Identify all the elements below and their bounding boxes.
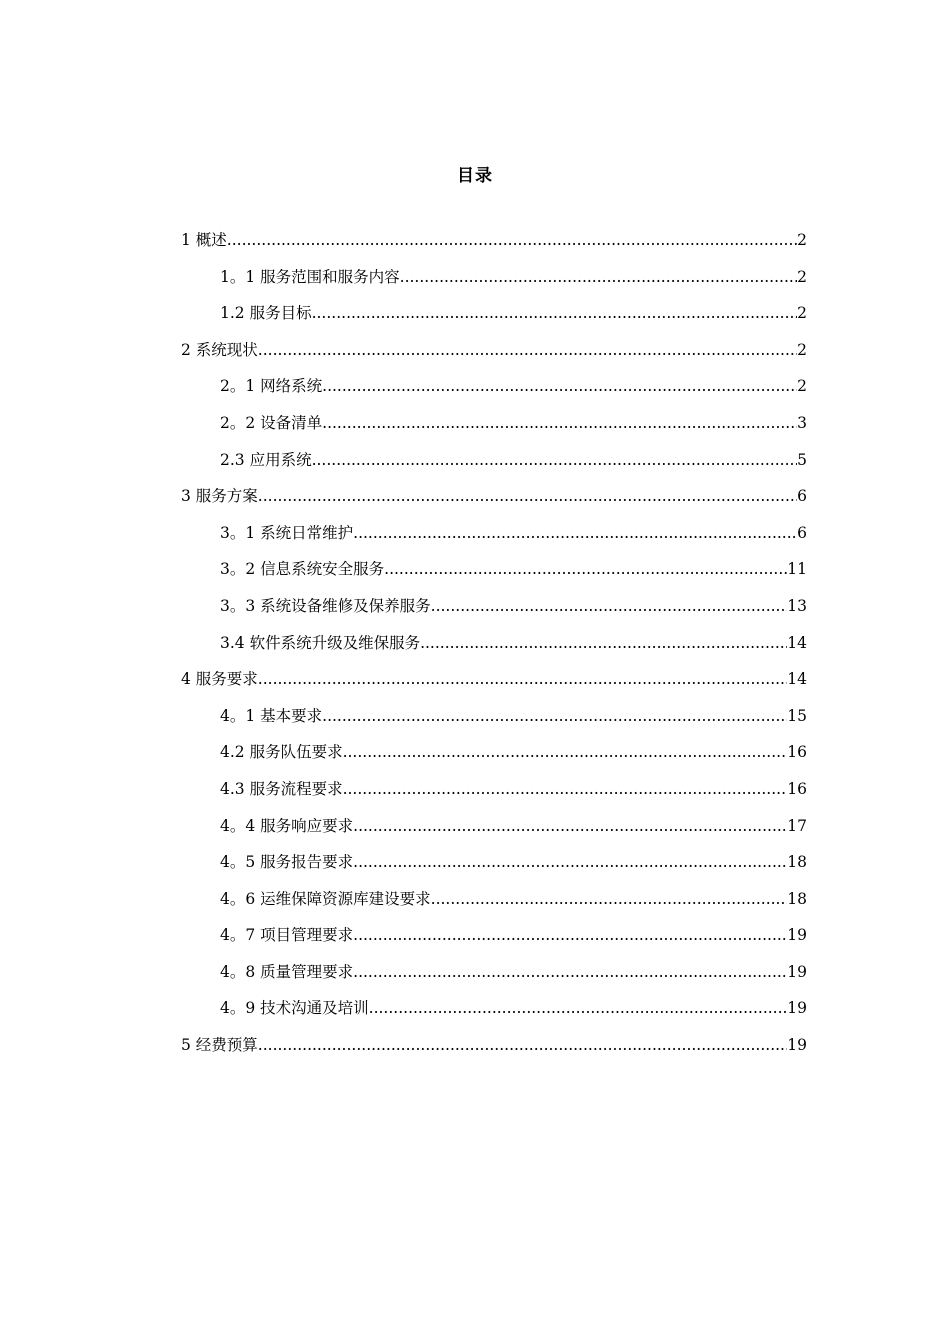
toc-entry[interactable]	[181, 1031, 807, 1068]
dot-leader	[431, 592, 788, 620]
toc-entry-title: 4.2 服务队伍要求	[220, 743, 343, 762]
toc-entry-title: 3。1 系统日常维护	[220, 523, 354, 542]
toc-entry-title: 2。2 设备清单	[220, 413, 323, 432]
toc-entry[interactable]	[181, 336, 807, 373]
toc-entry-title: 3.4 软件系统升级及维保服务	[220, 633, 421, 652]
toc-page-number: 19	[787, 999, 807, 1018]
toc-page-number: 19	[787, 926, 807, 945]
toc-page-number: 19	[787, 962, 807, 981]
toc-entry-title: 4。8 质量管理要求	[220, 962, 354, 981]
toc-page-number: 2	[797, 304, 807, 323]
toc-entry-title: 5 经费预算	[181, 1036, 258, 1055]
toc-entry[interactable]	[181, 848, 807, 885]
dot-leader	[258, 482, 797, 510]
dot-leader	[431, 885, 788, 913]
toc-entry-title: 4。1 基本要求	[220, 706, 323, 725]
toc-page-number: 15	[787, 706, 807, 725]
toc-entry[interactable]	[181, 519, 807, 556]
dot-leader	[369, 994, 788, 1022]
toc-entry[interactable]	[181, 702, 807, 739]
dot-leader	[227, 226, 797, 254]
dot-leader	[322, 702, 787, 730]
toc-page-number: 18	[787, 889, 807, 908]
dot-leader	[343, 738, 788, 766]
toc-entry-title: 4。6 运维保障资源库建设要求	[220, 889, 431, 908]
dot-leader	[258, 665, 787, 693]
dot-leader	[353, 812, 787, 840]
toc-page-number: 16	[787, 779, 807, 798]
dot-leader	[384, 555, 787, 583]
toc-page-number: 2	[797, 267, 807, 286]
toc-page-number: 6	[797, 487, 807, 506]
toc-entry-title: 3。2 信息系统安全服务	[220, 560, 385, 579]
dot-leader	[343, 775, 788, 803]
toc-page-number: 18	[787, 853, 807, 872]
toc-entry-title: 2.3 应用系统	[220, 450, 312, 469]
toc-entry[interactable]	[181, 958, 807, 995]
toc-entry[interactable]	[181, 592, 807, 629]
toc-page-number: 2	[797, 377, 807, 396]
toc-entry[interactable]	[181, 665, 807, 702]
toc-entry-title: 1 概述	[181, 231, 227, 249]
toc-page-number: 19	[787, 1036, 807, 1055]
toc-entry-title: 2。1 网络系统	[220, 377, 323, 396]
toc-entry[interactable]	[181, 994, 807, 1031]
toc-entry-title: 4.3 服务流程要求	[220, 779, 343, 798]
toc-page-number: 5	[797, 450, 807, 469]
toc-page-number: 6	[797, 523, 807, 542]
toc-entry[interactable]	[181, 885, 807, 922]
dot-leader	[353, 848, 787, 876]
dot-leader	[312, 446, 798, 474]
toc-entry-title: 2 系统现状	[181, 340, 258, 359]
toc-entry-title: 4。4 服务响应要求	[220, 816, 354, 835]
dot-leader	[353, 519, 797, 547]
toc-entry-title: 1。1 服务范围和服务内容	[220, 267, 400, 286]
toc-entry[interactable]	[181, 299, 807, 336]
dot-leader	[353, 921, 787, 949]
toc-title: 目录	[457, 166, 493, 186]
toc-page-number: 3	[797, 413, 807, 432]
toc-entry[interactable]	[181, 263, 807, 300]
table-of-contents	[181, 226, 807, 1068]
toc-page-number: 2	[797, 340, 807, 359]
toc-page-number: 11	[787, 560, 807, 579]
toc-page-number: 14	[787, 670, 807, 689]
toc-entry[interactable]	[181, 738, 807, 775]
toc-entry-title: 4。9 技术沟通及培训	[220, 999, 369, 1018]
toc-entry-title: 4。5 服务报告要求	[220, 853, 354, 872]
toc-page-number: 13	[787, 596, 807, 615]
dot-leader	[400, 263, 797, 291]
toc-entry[interactable]	[181, 226, 807, 263]
toc-entry[interactable]	[181, 775, 807, 812]
toc-entry[interactable]	[181, 409, 807, 446]
dot-leader	[353, 958, 787, 986]
toc-entry-title: 3 服务方案	[181, 487, 258, 506]
toc-entry[interactable]	[181, 921, 807, 958]
toc-page-number: 14	[787, 633, 807, 652]
toc-page-number: 2	[797, 231, 807, 249]
dot-leader	[258, 1031, 787, 1059]
toc-page-number: 16	[787, 743, 807, 762]
toc-entry-title: 4。7 项目管理要求	[220, 926, 354, 945]
toc-entry[interactable]	[181, 812, 807, 849]
dot-leader	[420, 629, 787, 657]
toc-entry-title: 3。3 系统设备维修及保养服务	[220, 596, 431, 615]
toc-entry[interactable]	[181, 446, 807, 483]
toc-entry-title: 1.2 服务目标	[220, 304, 312, 323]
toc-entry[interactable]	[181, 555, 807, 592]
dot-leader	[312, 299, 798, 327]
toc-page-number: 17	[787, 816, 807, 835]
toc-entry[interactable]	[181, 629, 807, 666]
toc-entry-title: 4 服务要求	[181, 670, 258, 689]
dot-leader	[322, 372, 797, 400]
toc-entry[interactable]	[181, 372, 807, 409]
dot-leader	[322, 409, 797, 437]
dot-leader	[258, 336, 797, 364]
toc-entry[interactable]	[181, 482, 807, 519]
